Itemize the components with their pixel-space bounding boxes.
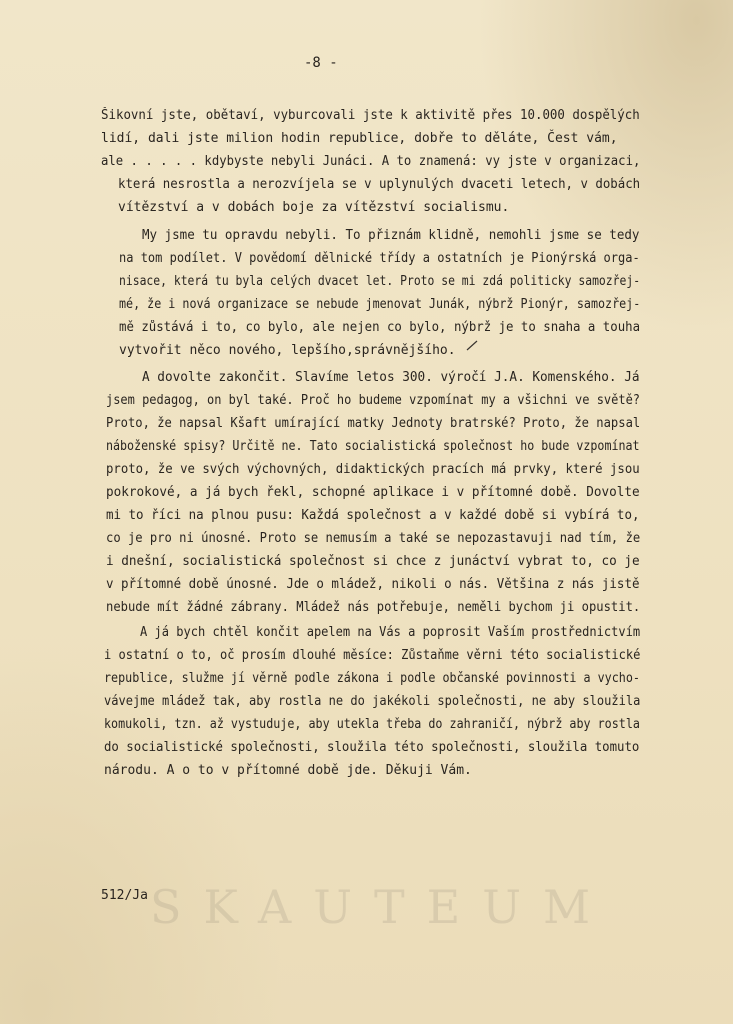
text-line: náboženské spisy? Určitě ne. Tato socialistická společnost ho bude vzpomínat [106,439,640,454]
text-line: nisace, která tu byla celých dvacet let. Proto se mi zdá politicky samozřej- [119,274,641,289]
text-line: mě zůstává i to, co bylo, ale nejen co bylo, nýbrž je to snaha a touha [119,320,641,335]
text-line: lidí, dali jste milion hodin republice, dobře to děláte, Čest vám, [101,131,618,146]
text-line: ale . . . . . kdybyste nebyli Junáci. A to znamená: vy jste v organizaci, [101,154,641,169]
text-line: národu. A o to v přítomné době jde. Děkuji Vám. [104,763,472,778]
text-line: která nesrostla a nerozvíjela se v uplynulých dvaceti letech, v dobách [118,177,641,192]
text-line: do socialistické společnosti, sloužila této společnosti, sloužila tomuto [104,740,640,755]
text-line: i dnešní, socialistická společnost si chce z junáctví vybrat to, co je [106,554,640,569]
text-line: v přítomné době únosné. Jde o mládež, nikoli o nás. Většina z nás jistě [106,577,640,592]
text-line: vávejme mládež tak, aby rostla ne do jakékoli společnosti, ne aby sloužila [104,694,641,709]
text-line: My jsme tu opravdu nebyli. To přiznám klidně, nemohli jsme se tedy [142,228,640,243]
text-line: proto, že ve svých výchovných, didaktických pracích má prvky, které jsou [106,462,640,477]
text-line: i ostatní o to, oč prosím dlouhé měsíce: Zůstaňme věrni této socialistické [104,648,641,663]
text-line: vítězství a v dobách boje za vítězství socialismu. [118,200,510,215]
pen-mark-icon [466,338,478,350]
text-line: pokrokové, a já bych řekl, schopné aplikace i v přítomné době. Dovolte [106,485,640,500]
text-line: komukoli, tzn. až vystuduje, aby utekla třeba do zahraničí, nýbrž aby rostla [104,717,640,732]
text-line: Šikovní jste, obětaví, vyburcovali jste k aktivitě přes 10.000 dospělých [101,108,640,123]
text-line: mi to říci na plnou pusu: Každá společnost a v každé době si vybírá to, [106,508,640,523]
text-line: na tom podílet. V povědomí dělnické třídy a ostatních je Pionýrská orga- [119,251,640,266]
page-number: -8 - [304,55,338,71]
text-line: mé, že i nová organizace se nebude jmenovat Junák, nýbrž Pionýr, samozřej- [119,297,641,312]
text-line: jsem pedagog, on byl také. Proč ho budeme vzpomínat my a všichni ve světě? [106,393,641,408]
text-line: republice, služme jí věrně podle zákona i podle občanské povinnosti a vycho- [104,671,640,686]
text-line: vytvořit něco nového, lepšího,správnějšího. [119,343,456,358]
document-reference: 512/Ja [101,888,148,903]
text-line: A já bych chtěl končit apelem na Vás a poprosit Vaším prostřednictvím [140,625,641,640]
text-line: A dovolte zakončit. Slavíme letos 300. výročí J.A. Komenského. Já [142,370,640,385]
text-line: nebude mít žádné zábrany. Mládež nás potřebuje, neměli bychom ji opustit. [106,600,641,615]
text-line: co je pro ni únosné. Proto se nemusím a také se nepozastavuji nad tím, že [106,531,641,546]
watermark: SKAUTEUM [150,880,613,934]
text-line: Proto, že napsal Kšaft umírající matky Jednoty bratrské? Proto, že napsal [106,416,641,431]
